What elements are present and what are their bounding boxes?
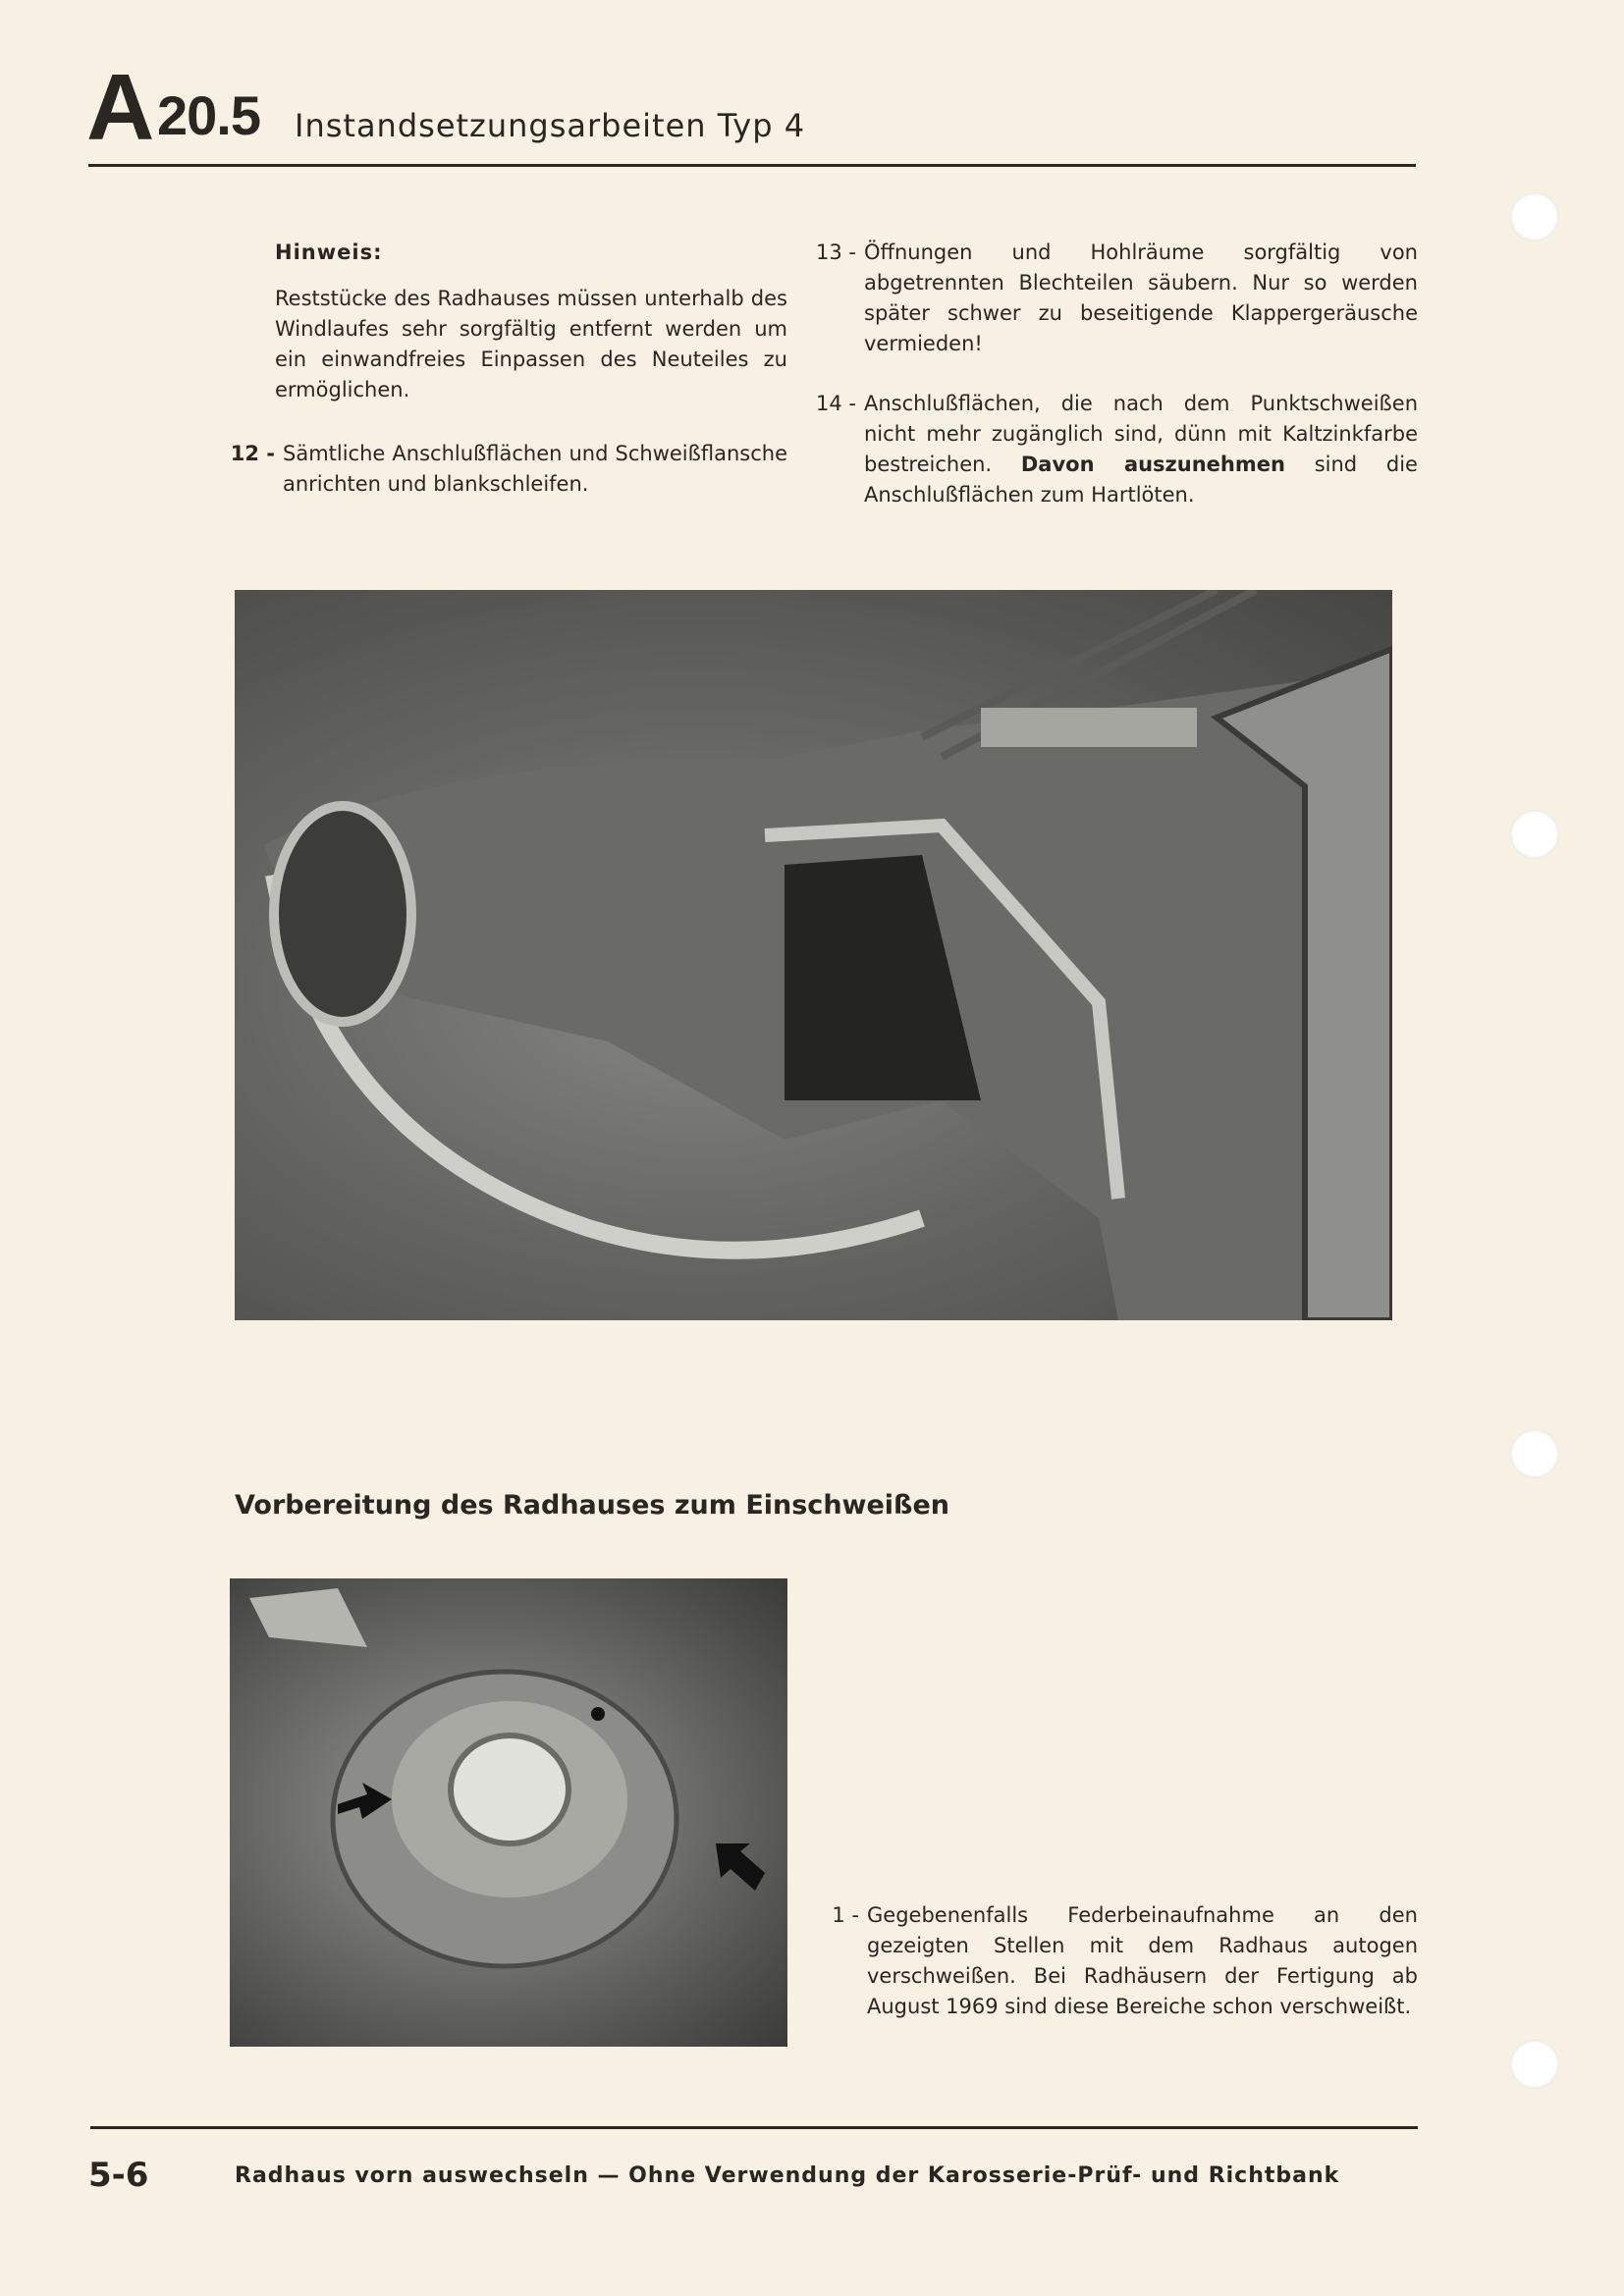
step-number: 1 - <box>832 1903 859 1927</box>
section-heading: Vorbereitung des Radhauses zum Einschweißen <box>235 1490 949 1521</box>
note-text: Reststücke des Radhauses müssen unterhalb des Windlaufes sehr sorgfältig entfernt werden um ein einwandfreies Einpassen des Neuteiles zu ermöglichen. <box>275 287 787 401</box>
step-text: Öffnungen und Hohlräume sorgfältig von abgetrennten Blechteilen säubern. Nur so werden später schwer zu beseitigende Klappergeräusche vermieden! <box>864 240 1418 355</box>
step-text: Sämtliche Anschlußflächen und Schweißflansche anrichten und blankschleifen. <box>283 442 787 496</box>
strut-mount-photo <box>230 1578 787 2047</box>
note-heading: Hinweis: <box>275 240 383 264</box>
page-number: 5-6 <box>88 2156 149 2195</box>
header-rule <box>88 164 1416 167</box>
step-number: 12 - <box>230 442 275 465</box>
step-number: 13 - <box>816 240 856 264</box>
wheel-house-photo <box>235 590 1392 1320</box>
section-number: 20.5 <box>157 84 260 146</box>
punch-hole <box>1510 810 1559 859</box>
punch-hole <box>1510 192 1559 241</box>
step-text-plain: Anschlußflächen, die nach dem Punktschweißen nicht mehr zugänglich sind, dünn mit Kaltzinkfarbe bestreichen. <box>864 392 1418 476</box>
step-13 <box>805 238 1418 359</box>
arrow-icon <box>716 1843 765 1891</box>
right-column <box>805 238 1418 510</box>
step-12 <box>224 439 787 500</box>
page-title: Instandsetzungsarbeiten Typ 4 <box>295 107 806 144</box>
punch-hole <box>1510 2040 1559 2089</box>
punch-hole <box>1510 1429 1559 1478</box>
footer-title: Radhaus vorn auswechseln — Ohne Verwendung der Karosserie-Prüf- und Richtbank <box>235 2163 1340 2188</box>
section2-steps <box>808 1900 1418 2022</box>
section-letter: A <box>86 55 151 160</box>
step-14 <box>805 389 1418 510</box>
step-1 <box>808 1900 1418 2022</box>
step-text-bold: Davon auszunehmen <box>1020 453 1285 476</box>
footer-rule <box>90 2126 1418 2129</box>
step-number: 14 - <box>816 392 856 415</box>
left-column <box>224 238 787 500</box>
step-text <box>864 389 1418 510</box>
step-text: Gegebenenfalls Federbeinaufnahme an den gezeigten Stellen mit dem Radhaus autogen verschweißen. Bei Radhäusern der Fertigung ab August 1969 sind diese Bereiche schon verschweißt. <box>867 1903 1418 2018</box>
step-text-tail: sind die Anschlußflächen zum Hartlöten. <box>864 453 1418 507</box>
